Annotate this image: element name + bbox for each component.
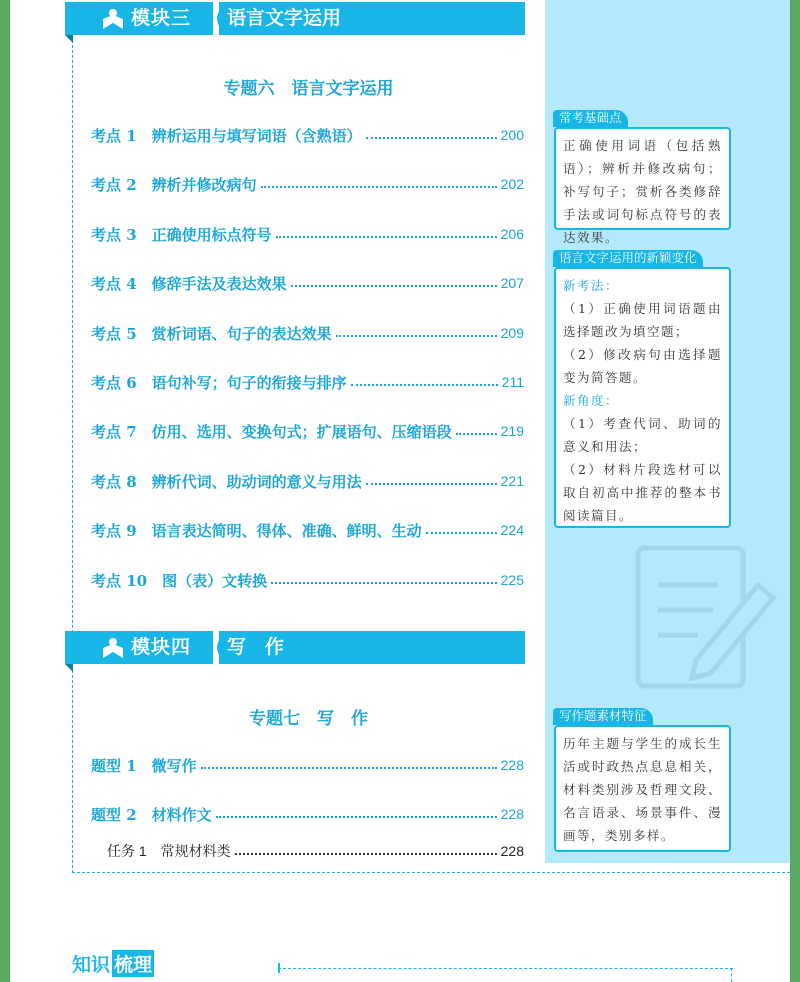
toc-entry-page: 207 <box>500 275 524 291</box>
toc-entry[interactable] <box>91 322 524 344</box>
note-basics-heading: 常考基础点 <box>553 110 628 127</box>
toc-entry-page: 224 <box>500 522 524 538</box>
module-fold-decoration <box>65 664 73 672</box>
toc-entry-label: 考点 6 语句补写；句子的衔接与排序 <box>91 373 347 392</box>
dotted-leader <box>366 137 497 139</box>
note-new-angle-2: （2）材料片段选材可以取自初高中推荐的整本书阅读篇目。 <box>563 462 722 523</box>
toc-entry-label: 考点 8 辨析代词、助动词的意义与用法 <box>91 472 362 491</box>
dotted-leader <box>351 384 498 386</box>
note-writing-body: 历年主题与学生的成长生活或时政热点息息相关，材料类别涉及哲理文段、名言语录、场景事件、漫画等，类别多样。 <box>563 736 722 843</box>
toc-subentry-label: 任务 1 常规材料类 <box>107 843 231 859</box>
toc-entry-page: 211 <box>501 374 524 390</box>
note-new-angle-1: （1）考查代词、助词的意义和用法； <box>563 416 722 454</box>
module4-title: 模块四 <box>131 636 192 658</box>
note-new-method-label: 新考法： <box>563 278 620 293</box>
reader-icon <box>101 636 125 660</box>
note-new-angle-label: 新角度： <box>563 393 620 408</box>
toc-entry[interactable] <box>91 124 524 146</box>
knowledge-review-label-b: 梳理 <box>112 950 154 977</box>
dotted-leader <box>235 853 497 855</box>
toc-entry-label: 考点 10 图（表）文转换 <box>91 571 268 590</box>
toc-entry-page: 206 <box>500 226 524 242</box>
module3-subject: 语言文字运用 <box>227 7 342 29</box>
toc-entry-label: 考点 3 正确使用标点符号 <box>91 225 272 244</box>
dotted-leader <box>271 582 497 584</box>
content-border-horizontal <box>72 872 790 873</box>
note-changes-heading: 语言文字运用的新颖变化 <box>553 250 703 267</box>
toc-entry[interactable] <box>91 569 524 591</box>
note-changes-box <box>554 267 731 528</box>
module4-header <box>65 631 525 664</box>
topic6-title: 专题六 语言文字运用 <box>223 79 394 99</box>
dotted-leader <box>456 433 497 435</box>
module3-title: 模块三 <box>131 7 192 29</box>
toc-entry[interactable] <box>91 519 524 541</box>
pencil-paper-watermark-icon <box>628 540 778 695</box>
toc-entry-label: 考点 5 赏析词语、句子的表达效果 <box>91 324 332 343</box>
toc-entry-page: 202 <box>500 176 524 192</box>
dotted-leader <box>261 186 497 188</box>
knowledge-review-label-a: 知识 <box>72 954 111 976</box>
reader-icon <box>101 7 125 31</box>
toc-subentry[interactable] <box>107 841 524 861</box>
dotted-leader <box>216 816 497 818</box>
note-writing-heading: 写作题素材特征 <box>553 708 653 725</box>
topic7-title: 专题七 写 作 <box>249 709 368 729</box>
knowledge-review-label <box>72 950 154 977</box>
note-new-method-1: （1）正确使用词语题由选择题改为填空题； <box>563 301 722 339</box>
toc-entry[interactable] <box>91 803 524 825</box>
module4-subject-pill <box>217 634 525 661</box>
dotted-leader <box>426 532 497 534</box>
note-basics-body: 正确使用词语（包括熟语）；辨析并修改病句；补写句子；赏析各类修辞手法或词句标点符号的表达效果。 <box>563 138 722 245</box>
toc-entry-label: 考点 7 仿用、选用、变换句式；扩展语句、压缩语段 <box>91 422 452 441</box>
toc-entry-page: 200 <box>500 127 524 143</box>
toc-entry-page: 221 <box>500 473 524 489</box>
footer-divider-end <box>731 968 732 982</box>
toc-entry-label: 考点 2 辨析并修改病句 <box>91 175 257 194</box>
right-green-edge <box>790 0 800 982</box>
toc-entry[interactable] <box>91 754 524 776</box>
toc-entry-label: 考点 9 语言表达简明、得体、准确、鲜明、生动 <box>91 521 422 540</box>
content-border-vertical <box>72 30 73 873</box>
dotted-leader <box>366 483 497 485</box>
dotted-leader <box>336 335 497 337</box>
toc-entry[interactable] <box>91 371 524 393</box>
toc-subentry-page: 228 <box>500 843 524 859</box>
toc-entry[interactable] <box>91 470 524 492</box>
module3-header <box>65 2 525 35</box>
toc-entry-label: 考点 1 辨析运用与填写词语（含熟语） <box>91 126 362 145</box>
dotted-leader <box>291 285 497 287</box>
toc-entry-page: 225 <box>500 572 524 588</box>
toc-entry-page: 219 <box>500 423 524 439</box>
module4-subject: 写 作 <box>227 636 285 658</box>
dotted-leader <box>276 236 497 238</box>
toc-entry-label: 题型 1 微写作 <box>91 756 197 775</box>
toc-entry[interactable] <box>91 223 524 245</box>
dotted-leader <box>201 767 497 769</box>
note-writing-box <box>554 725 731 852</box>
module-fold-decoration <box>65 35 73 43</box>
toc-entry-label: 考点 4 修辞手法及表达效果 <box>91 274 287 293</box>
note-basics-box <box>554 127 731 245</box>
toc-entry-page: 228 <box>500 806 524 822</box>
toc-entry[interactable] <box>91 173 524 195</box>
left-green-edge <box>0 0 10 982</box>
module3-subject-pill <box>217 5 525 32</box>
footer-dashed-line <box>278 968 733 969</box>
toc-entry[interactable] <box>91 420 524 442</box>
toc-entry-page: 209 <box>500 325 524 341</box>
note-new-method-2: （2）修改病句由选择题变为简答题。 <box>563 347 722 385</box>
toc-entry-label: 题型 2 材料作文 <box>91 805 212 824</box>
toc-entry-page: 228 <box>500 757 524 773</box>
toc-entry[interactable] <box>91 272 524 294</box>
